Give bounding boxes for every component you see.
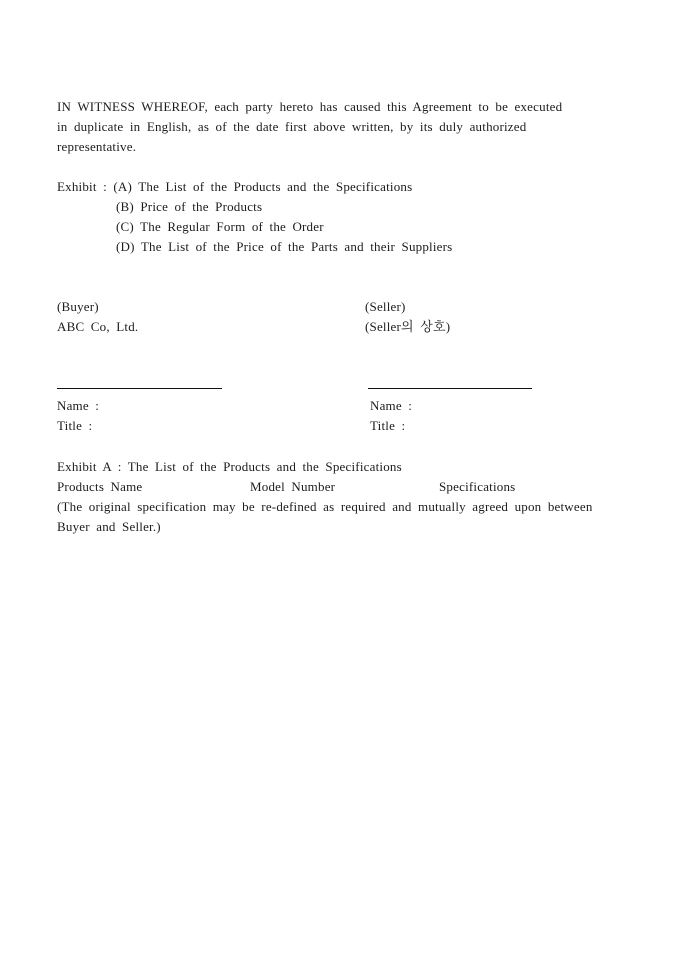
buyer-signature-block (57, 388, 365, 436)
seller-title-label: Title : (370, 418, 406, 433)
exhibit-list (57, 177, 623, 257)
seller-signature-line (368, 388, 532, 389)
column-specifications: Specifications (439, 479, 516, 494)
buyer-signature-line (57, 388, 222, 389)
buyer-name-label: Name : (57, 398, 100, 413)
exhibit-a-title: Exhibit A : The List of the Products and the Specifications (57, 459, 402, 474)
seller-role-label: (Seller) (365, 299, 406, 314)
buyer-role-label: (Buyer) (57, 299, 99, 314)
exhibit-a-column-headers (57, 477, 623, 497)
seller-signature-block (365, 388, 623, 436)
exhibit-item-a: (A) The List of the Products and the Specifications (113, 179, 413, 194)
witness-paragraph (57, 97, 623, 157)
exhibit-item-b: (B) Price of the Products (116, 199, 263, 214)
exhibit-a-note-line-2: Buyer and Seller.) (57, 519, 161, 534)
column-products-name: Products Name (57, 479, 143, 494)
exhibit-list-heading: Exhibit : (57, 179, 107, 194)
witness-line-1: IN WITNESS WHEREOF, each party hereto has caused this Agreement to be executed (57, 99, 563, 114)
exhibit-list-line-a (57, 177, 623, 197)
signatures-section (57, 388, 623, 436)
column-model-number: Model Number (250, 479, 336, 494)
witness-line-2: in duplicate in English, as of the date first above written, by its duly authorized (57, 119, 527, 134)
exhibit-item-d: (D) The List of the Price of the Parts and their Suppliers (116, 239, 453, 254)
seller-company-name: (Seller의 상호) (365, 319, 451, 334)
parties-section (57, 297, 623, 337)
exhibit-item-c: (C) The Regular Form of the Order (116, 219, 324, 234)
seller-block (365, 297, 623, 337)
exhibit-a-note-line-1: (The original specification may be re-defined as required and mutually agreed upon between (57, 499, 593, 514)
buyer-company-name: ABC Co, Ltd. (57, 319, 139, 334)
witness-line-3: representative. (57, 139, 137, 154)
buyer-title-label: Title : (57, 418, 93, 433)
seller-name-label: Name : (370, 398, 413, 413)
buyer-block (57, 297, 365, 337)
exhibit-a-section (57, 457, 623, 537)
